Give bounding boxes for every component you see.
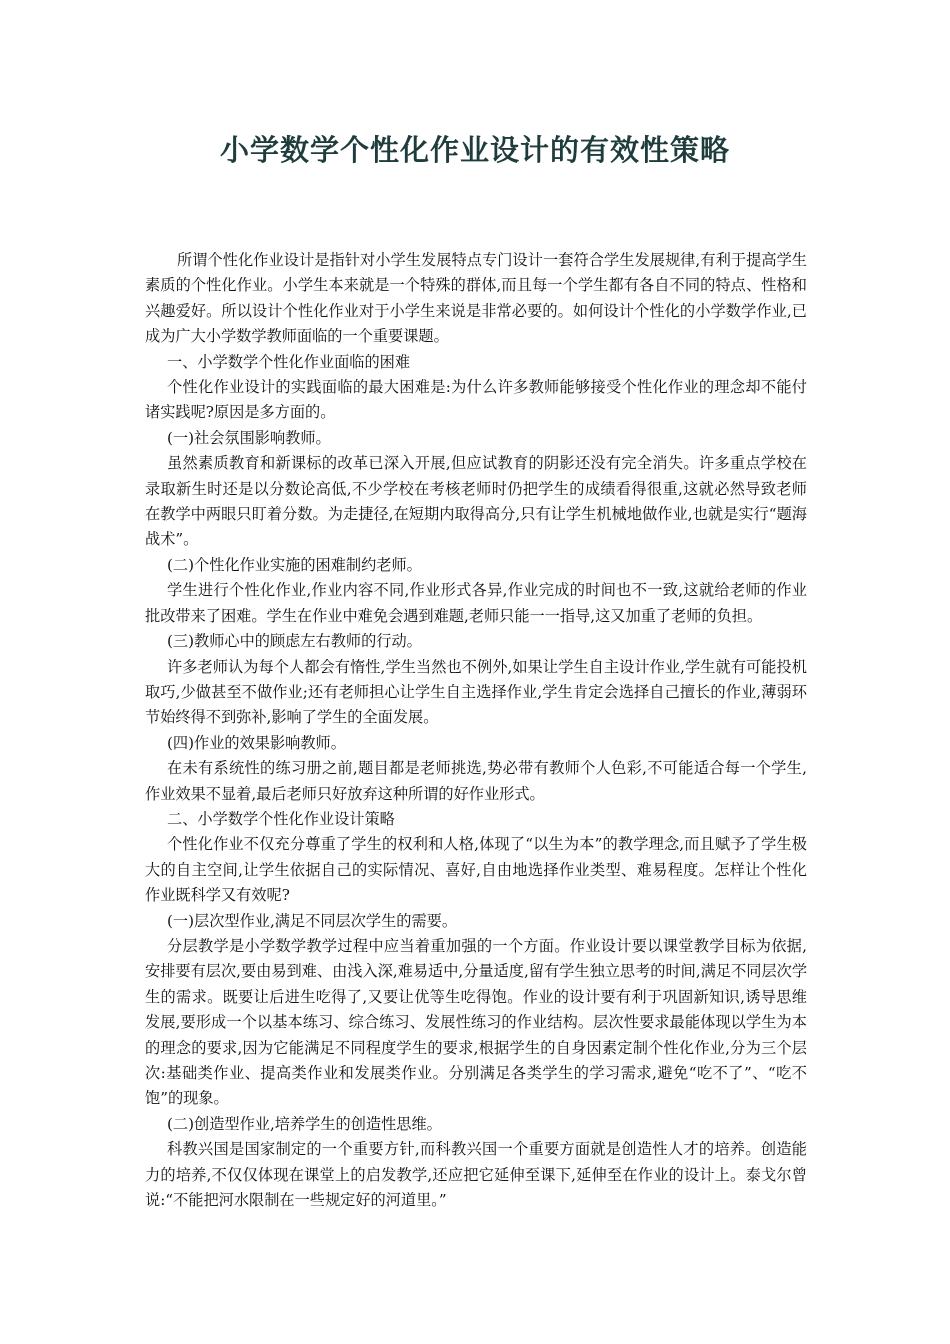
body-paragraph: 个性化作业设计的实践面临的最大困难是:为什么许多教师能够接受个性化作业的理念却不能付诸实践呢?原因是多方面的。 <box>145 378 807 422</box>
intro-paragraph: 所谓个性化作业设计是指针对小学生发展特点专门设计一套符合学生发展规律,有利于提高学生素质的个性化作业。小学生本来就是一个特殊的群体,而且每一个学生都有各自不同的特点、性格和兴趣爱好。所以设计个性化作业对于小学生来说是非常必要的。如何设计个性化的小学数学作业,已成为广大小学数学教师面临的一个重要课题。 <box>145 251 807 346</box>
section-heading-2: 二、小学数学个性化作业设计策略 <box>167 809 395 828</box>
section-heading-1: 一、小学数学个性化作业面临的困难 <box>167 352 410 371</box>
body-paragraph: 许多老师认为每个人都会有惰性,学生当然也不例外,如果让学生自主设计作业,学生就有可能投机取巧,少做甚至不做作业;还有老师担心让学生自主选择作业,学生肯定会选择自己擅长的作业,薄弱环节始终得不到弥补,影响了学生的全面发展。 <box>145 657 807 727</box>
subsection-heading: (四)作业的效果影响教师。 <box>167 733 346 752</box>
body-paragraph: 科教兴国是国家制定的一个重要方针,而科教兴国一个重要方面就是创造性人才的培养。创造能力的培养,不仅仅体现在课堂上的启发教学,还应把它延伸至课下,延伸至在作业的设计上。泰戈尔曾说:“不能把河水限制在一些规定好的河道里。” <box>145 1140 807 1210</box>
body-paragraph: 个性化作业不仅充分尊重了学生的权利和人格,体现了“以生为本”的教学理念,而且赋予了学生极大的自主空间,让学生依据自己的实际情况、喜好,自由地选择作业类型、难易程度。怎样让个性化作业既科学又有效呢? <box>145 835 807 905</box>
subsection-heading: (一)层次型作业,满足不同层次学生的需要。 <box>167 911 458 930</box>
body-paragraph: 分层教学是小学数学教学过程中应当着重加强的一个方面。作业设计要以课堂教学目标为依据,安排要有层次,要由易到难、由浅入深,难易适中,分量适度,留有学生独立思考的时间,满足不同层次学生的需求。既要让后进生吃得了,又要让优等生吃得饱。作业的设计要有利于巩固新知识,诱导思维发展,要形成一个以基本练习、综合练习、发展性练习的作业结构。层次性要求最能体现以学生为本的理念的要求,因为它能满足不同程度学生的要求,根据学生的自身因素定制个性化作业,分为三个层次:基础类作业、提高类作业和发展类作业。分别满足各类学生的学习需求,避免“吃不了”、“吃不饱”的现象。 <box>145 936 808 1108</box>
document-body <box>145 248 807 1213</box>
subsection-heading: (三)教师心中的顾虑左右教师的行动。 <box>167 632 422 651</box>
subsection-heading: (二)创造型作业,培养学生的创造性思维。 <box>167 1114 442 1133</box>
body-paragraph: 虽然素质教育和新课标的改革已深入开展,但应试教育的阴影还没有完全消失。许多重点学校在录取新生时还是以分数论高低,不少学校在考核老师时仍把学生的成绩看得很重,这就必然导致老师在教学中两眼只盯着分数。为走捷径,在短期内取得高分,只有让学生机械地做作业,也就是实行“题海战术”。 <box>145 454 807 549</box>
subsection-heading: (二)个性化作业实施的困难制约老师。 <box>167 555 422 574</box>
body-paragraph: 学生进行个性化作业,作业内容不同,作业形式各异,作业完成的时间也不一致,这就给老师的作业批改带来了困难。学生在作业中难免会遇到难题,老师只能一一指导,这又加重了老师的负担。 <box>145 581 807 625</box>
subsection-heading: (一)社会氛围影响教师。 <box>167 428 331 447</box>
body-paragraph: 在未有系统性的练习册之前,题目都是老师挑选,势必带有教师个人色彩,不可能适合每一个学生,作业效果不显着,最后老师只好放弃这种所谓的好作业形式。 <box>145 759 807 803</box>
document-title: 小学数学个性化作业设计的有效性策略 <box>219 133 730 167</box>
